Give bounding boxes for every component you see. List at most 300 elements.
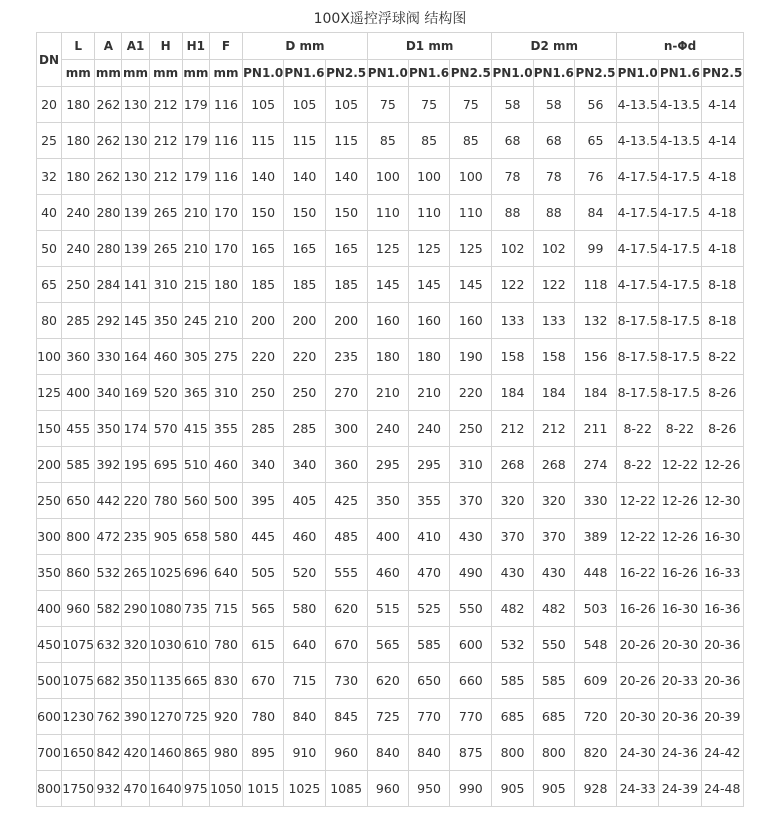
table-cell: 1030 (149, 627, 182, 663)
table-cell: 50 (37, 231, 62, 267)
table-cell: 330 (95, 339, 122, 375)
table-cell: 12-26 (659, 519, 701, 555)
table-cell: 105 (284, 87, 325, 123)
table-cell: 133 (533, 303, 574, 339)
table-cell: 210 (367, 375, 408, 411)
table-cell: 8-18 (701, 267, 743, 303)
table-cell: 696 (182, 555, 209, 591)
table-cell: 500 (37, 663, 62, 699)
table-cell: 310 (149, 267, 182, 303)
table-cell: 250 (284, 375, 325, 411)
table-cell: 141 (122, 267, 149, 303)
table-cell: 265 (122, 555, 149, 591)
table-cell: 8-17.5 (617, 375, 659, 411)
table-cell: 320 (492, 483, 533, 519)
table-cell: 503 (574, 591, 616, 627)
table-cell: 1050 (209, 771, 242, 807)
pn-header: PN1.0 (243, 60, 284, 87)
col-header-a1: A1 (122, 33, 149, 60)
table-cell: 510 (182, 447, 209, 483)
table-cell: 262 (95, 159, 122, 195)
table-cell: 150 (243, 195, 284, 231)
table-cell: 420 (122, 735, 149, 771)
table-cell: 8-17.5 (659, 375, 701, 411)
table-cell: 75 (367, 87, 408, 123)
table-cell: 960 (325, 735, 367, 771)
table-cell: 780 (209, 627, 242, 663)
table-cell: 180 (62, 87, 95, 123)
table-cell: 58 (492, 87, 533, 123)
table-row (37, 699, 744, 735)
table-cell: 8-17.5 (617, 303, 659, 339)
table-cell: 16-26 (617, 591, 659, 627)
table-cell: 355 (209, 411, 242, 447)
table-row (37, 447, 744, 483)
table-row (37, 87, 744, 123)
table-cell: 875 (450, 735, 492, 771)
table-cell: 130 (122, 123, 149, 159)
table-cell: 1270 (149, 699, 182, 735)
table-cell: 320 (533, 483, 574, 519)
table-cell: 350 (122, 663, 149, 699)
table-cell: 582 (95, 591, 122, 627)
table-cell: 610 (182, 627, 209, 663)
table-cell: 360 (62, 339, 95, 375)
table-cell: 12-26 (701, 447, 743, 483)
table-cell: 200 (243, 303, 284, 339)
table-cell: 1460 (149, 735, 182, 771)
table-cell: 665 (182, 663, 209, 699)
table-cell: 65 (37, 267, 62, 303)
table-cell: 350 (149, 303, 182, 339)
table-cell: 600 (37, 699, 62, 735)
table-cell: 220 (450, 375, 492, 411)
table-cell: 285 (284, 411, 325, 447)
table-cell: 12-22 (617, 483, 659, 519)
table-cell: 24-39 (659, 771, 701, 807)
table-cell: 905 (149, 519, 182, 555)
table-cell: 110 (408, 195, 449, 231)
table-cell: 16-30 (659, 591, 701, 627)
table-row (37, 591, 744, 627)
table-cell: 179 (182, 87, 209, 123)
table-cell: 585 (408, 627, 449, 663)
table-cell: 210 (408, 375, 449, 411)
table-cell: 565 (367, 627, 408, 663)
table-cell: 133 (492, 303, 533, 339)
col-header-h1: H1 (182, 33, 209, 60)
table-cell: 212 (149, 159, 182, 195)
unit-header: mm (182, 60, 209, 87)
table-cell: 150 (284, 195, 325, 231)
table-cell: 340 (284, 447, 325, 483)
table-cell: 609 (574, 663, 616, 699)
table-cell: 682 (95, 663, 122, 699)
table-cell: 285 (243, 411, 284, 447)
table-cell: 780 (243, 699, 284, 735)
table-cell: 16-30 (701, 519, 743, 555)
table-cell: 16-33 (701, 555, 743, 591)
table-cell: 960 (367, 771, 408, 807)
table-cell: 500 (209, 483, 242, 519)
table-cell: 24-33 (617, 771, 659, 807)
pn-header: PN2.5 (574, 60, 616, 87)
table-cell: 132 (574, 303, 616, 339)
table-cell: 840 (408, 735, 449, 771)
table-cell: 305 (182, 339, 209, 375)
table-cell: 145 (450, 267, 492, 303)
table-cell: 76 (574, 159, 616, 195)
table-cell: 8-22 (659, 411, 701, 447)
table-row (37, 231, 744, 267)
table-cell: 265 (149, 231, 182, 267)
table-cell: 485 (325, 519, 367, 555)
table-cell: 490 (450, 555, 492, 591)
table-cell: 122 (533, 267, 574, 303)
table-cell: 350 (367, 483, 408, 519)
table-cell: 685 (533, 699, 574, 735)
table-cell: 85 (408, 123, 449, 159)
table-cell: 980 (209, 735, 242, 771)
table-cell: 4-13.5 (617, 123, 659, 159)
table-cell: 640 (209, 555, 242, 591)
table-cell: 250 (243, 375, 284, 411)
table-cell: 4-17.5 (617, 267, 659, 303)
table-cell: 615 (243, 627, 284, 663)
table-cell: 400 (62, 375, 95, 411)
table-cell: 185 (243, 267, 284, 303)
col-header-dn: DN (37, 33, 62, 87)
table-cell: 262 (95, 87, 122, 123)
table-cell: 100 (450, 159, 492, 195)
table-cell: 240 (62, 195, 95, 231)
table-cell: 1025 (284, 771, 325, 807)
table-cell: 150 (325, 195, 367, 231)
table-cell: 280 (95, 195, 122, 231)
table-cell: 1640 (149, 771, 182, 807)
table-cell: 125 (450, 231, 492, 267)
table-cell: 585 (62, 447, 95, 483)
table-cell: 174 (122, 411, 149, 447)
table-cell: 565 (243, 591, 284, 627)
table-cell: 20-26 (617, 663, 659, 699)
table-cell: 932 (95, 771, 122, 807)
table-cell: 585 (533, 663, 574, 699)
table-cell: 102 (533, 231, 574, 267)
table-cell: 550 (533, 627, 574, 663)
table-cell: 990 (450, 771, 492, 807)
table-cell: 20-36 (659, 699, 701, 735)
table-cell: 472 (95, 519, 122, 555)
table-cell: 8-17.5 (659, 339, 701, 375)
table-cell: 130 (122, 159, 149, 195)
table-cell: 405 (284, 483, 325, 519)
table-cell: 212 (492, 411, 533, 447)
table-cell: 550 (450, 591, 492, 627)
table-cell: 212 (149, 123, 182, 159)
table-cell: 632 (95, 627, 122, 663)
table-cell: 165 (284, 231, 325, 267)
table-cell: 165 (243, 231, 284, 267)
table-cell: 820 (574, 735, 616, 771)
unit-header: mm (122, 60, 149, 87)
table-cell: 102 (492, 231, 533, 267)
table-cell: 20-33 (659, 663, 701, 699)
table-cell: 548 (574, 627, 616, 663)
table-cell: 8-26 (701, 411, 743, 447)
table-cell: 250 (62, 267, 95, 303)
table-cell: 125 (408, 231, 449, 267)
table-cell: 1230 (62, 699, 95, 735)
table-cell: 8-22 (617, 447, 659, 483)
col-header-f: F (209, 33, 242, 60)
table-cell: 212 (533, 411, 574, 447)
table-cell: 620 (367, 663, 408, 699)
table-cell: 389 (574, 519, 616, 555)
table-cell: 1080 (149, 591, 182, 627)
table-cell: 730 (325, 663, 367, 699)
table-cell: 78 (492, 159, 533, 195)
table-cell: 20-26 (617, 627, 659, 663)
pn-header: PN1.6 (659, 60, 701, 87)
table-cell: 295 (367, 447, 408, 483)
table-cell: 24-42 (701, 735, 743, 771)
table-cell: 12-26 (659, 483, 701, 519)
table-cell: 895 (243, 735, 284, 771)
table-cell: 470 (122, 771, 149, 807)
table-row (37, 267, 744, 303)
table-cell: 860 (62, 555, 95, 591)
table-row (37, 375, 744, 411)
table-cell: 780 (149, 483, 182, 519)
table-cell: 12-22 (659, 447, 701, 483)
table-cell: 770 (408, 699, 449, 735)
table-cell: 4-13.5 (659, 87, 701, 123)
table-cell: 460 (367, 555, 408, 591)
table-cell: 275 (209, 339, 242, 375)
table-cell: 695 (149, 447, 182, 483)
table-cell: 160 (367, 303, 408, 339)
table-cell: 442 (95, 483, 122, 519)
table-cell: 170 (209, 231, 242, 267)
table-cell: 84 (574, 195, 616, 231)
table-cell: 830 (209, 663, 242, 699)
col-header-d: D mm (243, 33, 368, 60)
table-cell: 520 (284, 555, 325, 591)
table-cell: 20-30 (659, 627, 701, 663)
table-cell: 250 (37, 483, 62, 519)
table-cell: 290 (122, 591, 149, 627)
table-cell: 470 (408, 555, 449, 591)
pn-header: PN2.5 (701, 60, 743, 87)
table-cell: 150 (37, 411, 62, 447)
pn-header: PN2.5 (450, 60, 492, 87)
table-cell: 145 (408, 267, 449, 303)
table-cell: 85 (450, 123, 492, 159)
table-cell: 430 (533, 555, 574, 591)
table-cell: 840 (367, 735, 408, 771)
table-cell: 160 (408, 303, 449, 339)
table-cell: 515 (367, 591, 408, 627)
table-cell: 190 (450, 339, 492, 375)
table-cell: 555 (325, 555, 367, 591)
pn-header: PN1.6 (284, 60, 325, 87)
table-cell: 220 (284, 339, 325, 375)
table-cell: 8-22 (617, 411, 659, 447)
table-cell: 430 (450, 519, 492, 555)
table-cell: 211 (574, 411, 616, 447)
table-cell: 65 (574, 123, 616, 159)
table-cell: 448 (574, 555, 616, 591)
table-cell: 284 (95, 267, 122, 303)
table-cell: 1750 (62, 771, 95, 807)
table-cell: 4-17.5 (617, 195, 659, 231)
table-cell: 600 (450, 627, 492, 663)
table-cell: 75 (408, 87, 449, 123)
table-cell: 16-36 (701, 591, 743, 627)
table-cell: 100 (367, 159, 408, 195)
table-cell: 658 (182, 519, 209, 555)
table-cell: 78 (533, 159, 574, 195)
table-cell: 169 (122, 375, 149, 411)
table-cell: 320 (122, 627, 149, 663)
table-cell: 4-17.5 (659, 267, 701, 303)
table-row (37, 483, 744, 519)
table-cell: 4-14 (701, 123, 743, 159)
table-cell: 1650 (62, 735, 95, 771)
table-cell: 8-18 (701, 303, 743, 339)
table-cell: 200 (284, 303, 325, 339)
table-cell: 285 (62, 303, 95, 339)
table-cell: 125 (367, 231, 408, 267)
table-cell: 139 (122, 195, 149, 231)
table-cell: 725 (367, 699, 408, 735)
table-cell: 220 (122, 483, 149, 519)
table-cell: 842 (95, 735, 122, 771)
table-cell: 1135 (149, 663, 182, 699)
table-row (37, 159, 744, 195)
col-header-d1: D1 mm (367, 33, 492, 60)
table-cell: 445 (243, 519, 284, 555)
table-cell: 340 (95, 375, 122, 411)
table-cell: 24-36 (659, 735, 701, 771)
table-cell: 105 (243, 87, 284, 123)
table-cell: 240 (62, 231, 95, 267)
table-cell: 762 (95, 699, 122, 735)
col-header-a: A (95, 33, 122, 60)
table-cell: 20-30 (617, 699, 659, 735)
table-cell: 4-18 (701, 231, 743, 267)
table-cell: 360 (325, 447, 367, 483)
table-cell: 1015 (243, 771, 284, 807)
table-cell: 310 (450, 447, 492, 483)
table-cell: 650 (408, 663, 449, 699)
table-row (37, 663, 744, 699)
table-cell: 88 (533, 195, 574, 231)
table-row (37, 195, 744, 231)
table-cell: 4-17.5 (617, 231, 659, 267)
table-cell: 88 (492, 195, 533, 231)
table-cell: 4-17.5 (659, 159, 701, 195)
table-row (37, 411, 744, 447)
table-cell: 115 (325, 123, 367, 159)
table-cell: 4-17.5 (659, 195, 701, 231)
table-cell: 715 (284, 663, 325, 699)
table-row (37, 735, 744, 771)
table-cell: 4-17.5 (617, 159, 659, 195)
table-cell: 179 (182, 123, 209, 159)
table-cell: 800 (37, 771, 62, 807)
table-cell: 274 (574, 447, 616, 483)
table-cell: 370 (450, 483, 492, 519)
table-cell: 185 (284, 267, 325, 303)
table-cell: 670 (325, 627, 367, 663)
table-cell: 179 (182, 159, 209, 195)
table-cell: 525 (408, 591, 449, 627)
table-cell: 235 (122, 519, 149, 555)
table-cell: 122 (492, 267, 533, 303)
table-cell: 570 (149, 411, 182, 447)
pn-header: PN1.0 (367, 60, 408, 87)
table-cell: 430 (492, 555, 533, 591)
table-cell: 140 (284, 159, 325, 195)
table-cell: 845 (325, 699, 367, 735)
table-cell: 4-13.5 (617, 87, 659, 123)
table-cell: 165 (325, 231, 367, 267)
table-cell: 32 (37, 159, 62, 195)
table-cell: 650 (62, 483, 95, 519)
table-cell: 210 (182, 195, 209, 231)
table-row (37, 519, 744, 555)
unit-header: mm (209, 60, 242, 87)
unit-header: mm (149, 60, 182, 87)
table-cell: 16-22 (617, 555, 659, 591)
table-cell: 68 (492, 123, 533, 159)
table-cell: 270 (325, 375, 367, 411)
table-cell: 40 (37, 195, 62, 231)
table-cell: 110 (367, 195, 408, 231)
table-cell: 99 (574, 231, 616, 267)
table-cell: 725 (182, 699, 209, 735)
table-cell: 105 (325, 87, 367, 123)
unit-header: mm (62, 60, 95, 87)
table-cell: 85 (367, 123, 408, 159)
table-row (37, 339, 744, 375)
table-cell: 640 (284, 627, 325, 663)
table-cell: 1085 (325, 771, 367, 807)
table-cell: 139 (122, 231, 149, 267)
table-cell: 340 (243, 447, 284, 483)
table-cell: 75 (450, 87, 492, 123)
table-cell: 4-17.5 (659, 231, 701, 267)
table-cell: 212 (149, 87, 182, 123)
table-cell: 370 (492, 519, 533, 555)
table-cell: 720 (574, 699, 616, 735)
table-cell: 685 (492, 699, 533, 735)
table-cell: 370 (533, 519, 574, 555)
table-cell: 262 (95, 123, 122, 159)
table-cell: 280 (95, 231, 122, 267)
table-cell: 505 (243, 555, 284, 591)
pn-header: PN1.0 (492, 60, 533, 87)
table-cell: 180 (209, 267, 242, 303)
table-cell: 840 (284, 699, 325, 735)
table-cell: 158 (533, 339, 574, 375)
table-cell: 12-30 (701, 483, 743, 519)
table-cell: 58 (533, 87, 574, 123)
table-cell: 460 (284, 519, 325, 555)
table-cell: 4-18 (701, 159, 743, 195)
